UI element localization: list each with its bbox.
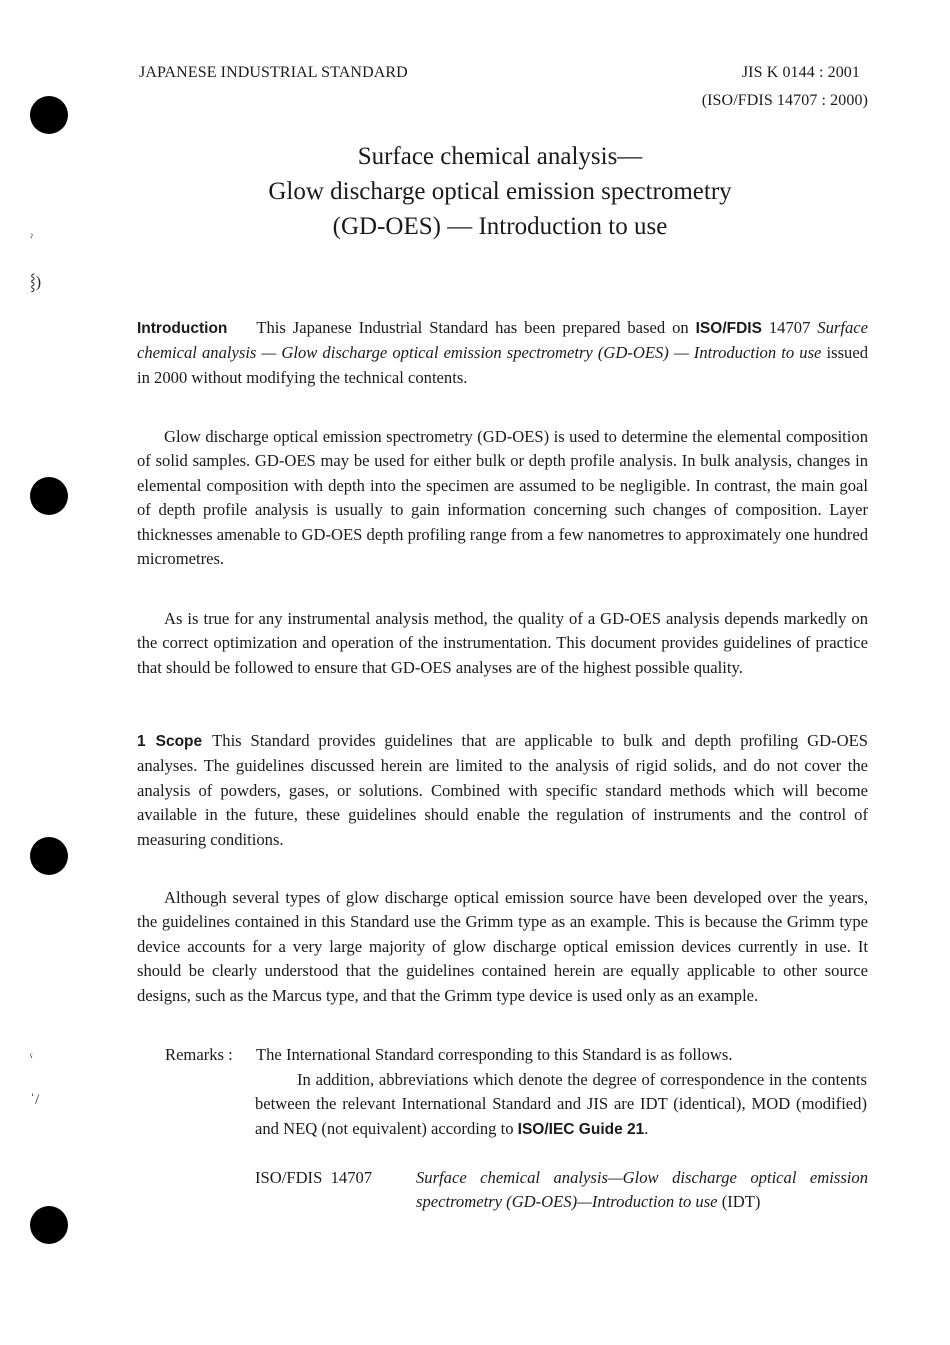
- binder-hole-3: [30, 837, 68, 875]
- remarks-addition-text: In addition, abbreviations which denote the degree of correspondence in the contents between the relevant International Standard and JIS are IDT (identical), MOD (modified) and NEQ (not equivalent) according to: [255, 1070, 867, 1138]
- source-types-paragraph: [137, 886, 868, 1008]
- iso-iec-guide: ISO/IEC Guide 21: [517, 1120, 645, 1138]
- title-line-1: Surface chemical analysis—: [357, 143, 643, 170]
- scope-section: [137, 729, 868, 852]
- paragraph-text: Glow discharge optical emission spectrometry (GD-OES) is used to determine the elemental composition of solid samples. GD-OES may be used for either bulk or depth profile analysis. In bulk analysis, changes in elemental composition with depth into the specimen are assumed to be negligible. In contrast, the main goal of depth profile analysis is usually to gain information concerning such changes of composition. Layer thicknesses amenable to GD-OES depth profiling range from a few nanometres to approximately one hundred micrometres.: [137, 427, 868, 569]
- binder-hole-4: [30, 1206, 68, 1244]
- jis-code: JIS K 0144 : 2001: [741, 64, 860, 81]
- reference-idt: (IDT): [717, 1192, 761, 1212]
- remarks-addition: [255, 1068, 867, 1142]
- iso-code: (ISO/FDIS 14707 : 2000): [701, 92, 868, 109]
- gdoes-description-paragraph: [137, 425, 868, 571]
- scan-speck: ⸾): [30, 274, 42, 291]
- scan-speck: ˀ: [30, 232, 33, 244]
- standard-label: JAPANESE INDUSTRIAL STANDARD: [139, 64, 408, 81]
- title-line-3: (GD-OES) — Introduction to use: [332, 213, 668, 240]
- scope-text: This Standard provides guidelines that are applicable to bulk and depth profiling GD-OES analyses. The guidelines discussed herein are limited to the analysis of rigid solids, and do not cover the analysis of powders, gases, or solutions. Combined with specific standard methods which will become available in the future, these guidelines should enable the regulation of instruments and the control of measuring conditions.: [137, 731, 868, 849]
- remarks-label: Remarks :: [165, 1045, 233, 1064]
- scope-number: 1: [137, 733, 146, 750]
- scan-speck: ˤ: [30, 1052, 33, 1064]
- reference-title-text: Surface chemical analysis—Glow discharge optical emission spectrometry (GD-OES)—Introduction to use: [416, 1168, 868, 1212]
- introduction-paragraph: [137, 316, 868, 390]
- document-title: [0, 139, 950, 244]
- intro-text: This Japanese Industrial Standard has been prepared based on: [256, 318, 689, 337]
- intro-standard-title: Surface chemical analysis — Glow discharge optical emission spectrometry (GD-OES) — Introduction to use: [137, 318, 868, 363]
- scan-speck: ˈ/: [30, 1092, 40, 1108]
- remarks-line-1: The International Standard corresponding to this Standard is as follows.: [256, 1045, 733, 1064]
- intro-iso-ref: ISO/FDIS: [695, 320, 762, 337]
- remarks-period: .: [644, 1118, 649, 1138]
- title-line-2: Glow discharge optical emission spectrometry: [268, 178, 732, 205]
- quality-paragraph: [137, 607, 868, 680]
- reference-title: [416, 1166, 868, 1215]
- scope-heading: Scope: [155, 733, 203, 750]
- intro-iso-num: 14707: [761, 318, 818, 337]
- reference-code: ISO/FDIS 14707: [255, 1168, 373, 1187]
- binder-hole-1: [30, 96, 68, 134]
- paragraph-text: As is true for any instrumental analysis method, the quality of a GD-OES analysis depends markedly on the correct optimization and operation of the instrumentation. This document provides guidelines of practice that should be followed to ensure that GD-OES analyses are of the highest possible quality.: [137, 609, 868, 677]
- binder-hole-2: [30, 477, 68, 515]
- introduction-heading: Introduction: [137, 320, 228, 337]
- intro-text-end: issued in 2000 without modifying the technical contents.: [137, 343, 868, 387]
- paragraph-text: Although several types of glow discharge optical emission source have been developed over the years, the guidelines contained in this Standard use the Grimm type as an example. This is because the Grimm type device accounts for a very large majority of glow discharge optical emission devices currently in use. It should be clearly understood that the guidelines contained herein are equally applicable to other source designs, such as the Marcus type, and that the Grimm type device is used only as an example.: [137, 888, 868, 1005]
